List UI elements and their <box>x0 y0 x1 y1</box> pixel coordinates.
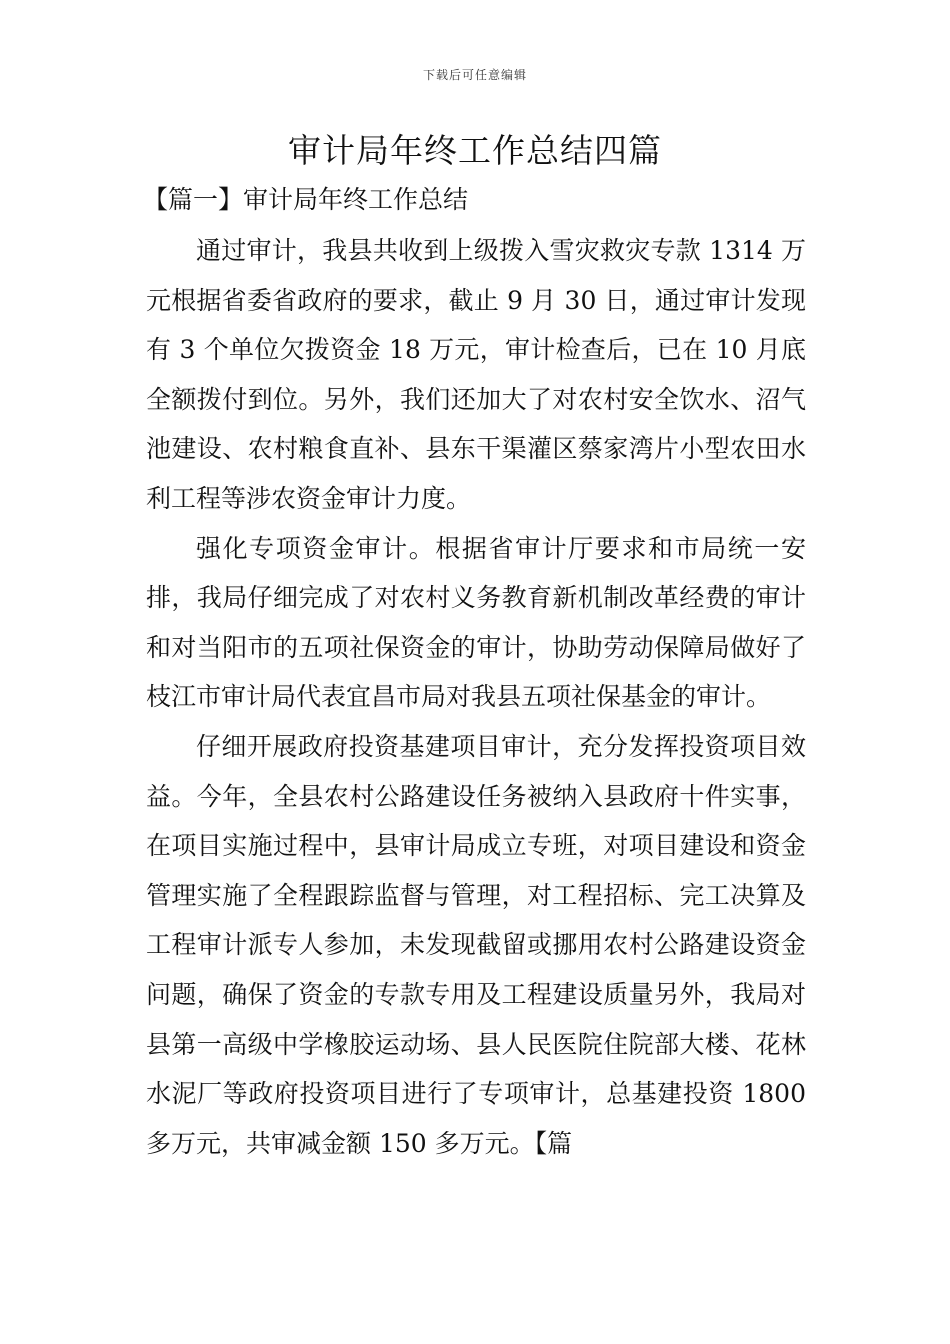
header-note: 下载后可任意编辑 <box>422 68 527 82</box>
section-heading: 【篇一】审计局年终工作总结 <box>143 185 469 214</box>
paragraph-2: 强化专项资金审计。根据省审计厅要求和市局统一安排，我局仔细完成了对农村义务教育新机制改革经费的审计和对当阳市的五项社保资金的审计，协助劳动保障局做好了枝江市审计局代表宜昌市局对我县五项社保基金的审计。 <box>146 533 806 712</box>
page-title: 审计局年终工作总结四篇 <box>288 131 662 170</box>
paragraph-1: 通过审计，我县共收到上级拨入雪灾救灾专款 1314 万元根据省委省政府的要求，截止 9 月 30 日，通过审计发现有 3 个单位欠拨资金 18 万元，审计检查后，已在 10 月底全额拨付到位。另外，我们还加大了对农村安全饮水、沼气池建设、农村粮食直补、县东干渠灌区蔡家湾片小型农田水利工程等涉农资金审计力度。 <box>146 236 806 513</box>
paragraph-3: 仔细开展政府投资基建项目审计，充分发挥投资项目效益。今年，全县农村公路建设任务被纳入县政府十件实事，在项目实施过程中，县审计局成立专班，对项目建设和资金管理实施了全程跟踪监督与管理，对工程招标、完工决算及工程审计派专人参加，未发现截留或挪用农村公路建设资金问题，确保了资金的专款专用及工程建设质量另外，我局对县第一高级中学橡胶运动场、县人民医院住院部大楼、花林水泥厂等政府投资项目进行了专项审计，总基建投资 1800 多万元，共审减金额 150 多万元。【篇 <box>146 731 806 1158</box>
document-body <box>146 226 806 1168</box>
